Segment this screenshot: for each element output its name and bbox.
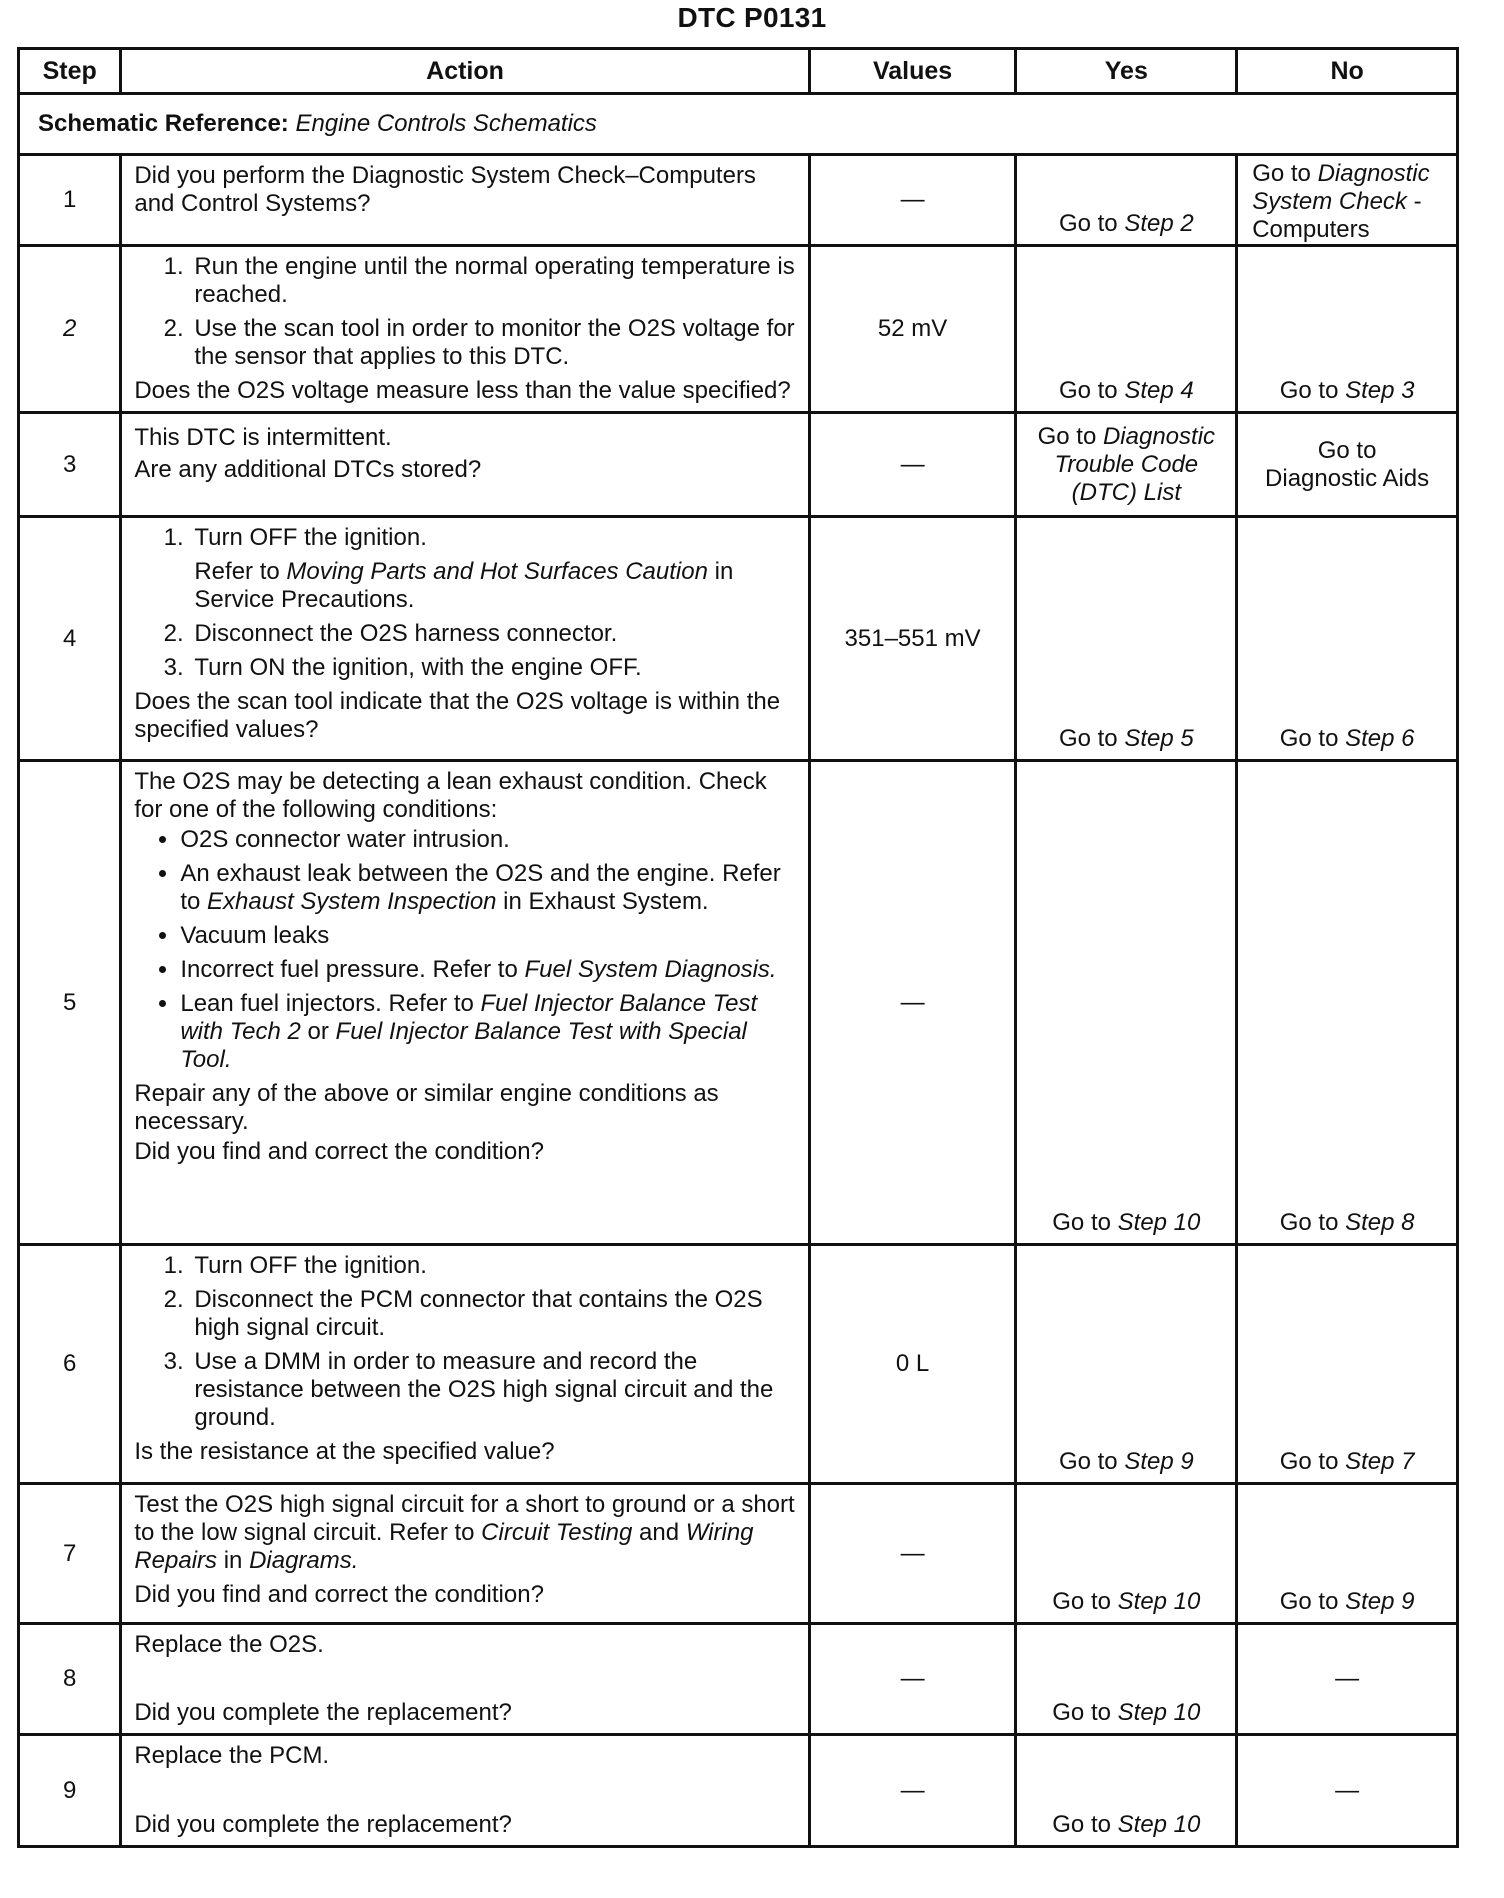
yes-goto[interactable]: Go to Step 4 (1058, 377, 1194, 404)
step-no: — (1237, 1624, 1458, 1735)
step-value: — (809, 413, 1016, 517)
step-yes (1016, 761, 1237, 1245)
no-goto[interactable]: Go to Diagnostic Aids (1265, 436, 1430, 492)
table-row (19, 1624, 1458, 1735)
action-text: Test the O2S high signal circuit for a short to ground or a short to the low signal circuit. Refer to Circuit Testing and Wiring Repairs in Diagrams. (134, 1491, 795, 1574)
step-number: 2 (19, 246, 121, 413)
step-number: 8 (19, 1624, 121, 1735)
action-question: Did you find and correct the condition? (134, 1138, 544, 1165)
table-row (19, 155, 1458, 246)
injector-test-special-link[interactable]: Fuel Injector Balance Test with Special Tool. (180, 1018, 747, 1073)
action-question: Did you complete the replacement? (134, 1811, 512, 1838)
caution-reference: Refer to Moving Parts and Hot Surfaces Caution in Service Precautions. (194, 558, 734, 613)
yes-goto[interactable]: Go to Step 2 (1058, 210, 1194, 237)
table-row (19, 1484, 1458, 1624)
step-number: 7 (19, 1484, 121, 1624)
schematic-link[interactable]: Engine Controls Schematics (295, 110, 597, 137)
schematic-row (19, 94, 1458, 155)
action-item: 3. Turn ON the ignition, with the engine OFF. (190, 654, 797, 682)
yes-goto[interactable]: Go to Step 10 (1052, 1588, 1201, 1615)
header-no: No (1237, 49, 1458, 94)
action-list (134, 253, 797, 371)
schematic-label: Schematic Reference: (38, 110, 289, 137)
step-yes (1016, 1624, 1237, 1735)
injector-test-tech2-link[interactable]: Fuel Injector Balance Test with Tech 2 (180, 990, 758, 1045)
action-question: Is the resistance at the specified value? (134, 1438, 555, 1465)
step-value: — (809, 1484, 1016, 1624)
action-item: 1. Run the engine until the normal operating temperature is reached. (190, 253, 797, 309)
condition-item: • O2S connector water intrusion. (180, 826, 797, 854)
table-row (19, 1245, 1458, 1484)
yes-goto[interactable]: Go to Step 5 (1058, 725, 1194, 752)
step-number: 3 (19, 413, 121, 517)
step-action (121, 761, 809, 1245)
action-repair: Repair any of the above or similar engine conditions as necessary. (134, 1080, 719, 1135)
no-goto[interactable]: Go to Step 9 (1279, 1588, 1415, 1615)
caution-link[interactable]: Moving Parts and Hot Surfaces Caution (286, 558, 708, 585)
yes-goto[interactable]: Go to Step 10 (1052, 1811, 1201, 1838)
step-yes (1016, 517, 1237, 761)
step-action (121, 155, 809, 246)
fuel-system-link[interactable]: Fuel System Diagnosis. (524, 956, 777, 983)
step-yes (1016, 1735, 1237, 1847)
step-number: 1 (19, 155, 121, 246)
step-value: — (809, 1735, 1016, 1847)
action-text: Replace the PCM. (134, 1742, 330, 1769)
step-action (121, 1484, 809, 1624)
header-action: Action (121, 49, 809, 94)
step-value: — (809, 761, 1016, 1245)
step-number: 6 (19, 1245, 121, 1484)
action-text: Did you perform the Diagnostic System Check–Computers and Control Systems? (134, 162, 756, 217)
action-intro: The O2S may be detecting a lean exhaust condition. Check for one of the following conditions: (134, 768, 767, 823)
yes-goto[interactable]: Go to Step 10 (1052, 1209, 1201, 1236)
yes-goto[interactable]: Go to Step 10 (1052, 1699, 1201, 1726)
action-item: 2. Disconnect the PCM connector that contains the O2S high signal circuit. (190, 1286, 797, 1342)
action-question: Did you complete the replacement? (134, 1699, 512, 1726)
condition-item: • Vacuum leaks (180, 922, 797, 950)
no-goto[interactable]: Go to Step 8 (1279, 1209, 1415, 1236)
condition-item: • Incorrect fuel pressure. Refer to Fuel System Diagnosis. (180, 956, 797, 984)
step-action (121, 1245, 809, 1484)
step-no (1237, 761, 1458, 1245)
condition-list (134, 826, 797, 1074)
step-no (1237, 413, 1458, 517)
page-title: DTC P0131 (677, 2, 827, 33)
step-no (1237, 517, 1458, 761)
table-row (19, 517, 1458, 761)
action-list (134, 1252, 797, 1432)
step-no (1237, 155, 1458, 246)
action-question: Does the scan tool indicate that the O2S voltage is within the specified values? (134, 688, 781, 743)
step-action (121, 413, 809, 517)
diagrams-link[interactable]: Diagrams. (249, 1547, 359, 1574)
action-item: 3. Use a DMM in order to measure and record the resistance between the O2S high signal circuit and the ground. (190, 1348, 797, 1432)
header-step: Step (19, 49, 121, 94)
action-item: 1. Turn OFF the ignition. Refer to Moving Parts and Hot Surfaces Caution in Service Precautions. (190, 524, 797, 614)
no-goto[interactable]: Go to Diagnostic System Check - Computers (1252, 160, 1430, 243)
step-value: — (809, 155, 1016, 246)
step-no (1237, 1245, 1458, 1484)
step-value: 52 mV (809, 246, 1016, 413)
step-action (121, 1735, 809, 1847)
action-item: 2. Disconnect the O2S harness connector. (190, 620, 797, 648)
schematic-reference (19, 94, 1458, 155)
table-row (19, 246, 1458, 413)
table-row (19, 1735, 1458, 1847)
wiring-repairs-link[interactable]: Wiring Repairs (134, 1519, 754, 1574)
action-item: 2. Use the scan tool in order to monitor the O2S voltage for the sensor that applies to this DTC. (190, 315, 797, 371)
action-question: Are any additional DTCs stored? (134, 456, 482, 483)
step-number: 4 (19, 517, 121, 761)
step-no: — (1237, 1735, 1458, 1847)
circuit-testing-link[interactable]: Circuit Testing (481, 1519, 633, 1546)
step-yes (1016, 246, 1237, 413)
step-action (121, 1624, 809, 1735)
action-question: Did you find and correct the condition? (134, 1581, 544, 1608)
step-yes (1016, 1484, 1237, 1624)
step-action (121, 246, 809, 413)
yes-goto[interactable]: Go to Diagnostic Trouble Code (DTC) List (1037, 422, 1216, 506)
table-row (19, 413, 1458, 517)
action-list (134, 524, 797, 682)
action-text: This DTC is intermittent. (134, 424, 392, 451)
step-value: 351–551 mV (809, 517, 1016, 761)
action-text: Replace the O2S. (134, 1631, 324, 1658)
yes-goto[interactable]: Go to Step 9 (1058, 1448, 1194, 1475)
header-row (19, 49, 1458, 94)
step-no (1237, 246, 1458, 413)
condition-item: • An exhaust leak between the O2S and the engine. Refer to Exhaust System Inspection in Exhaust System. (180, 860, 797, 916)
table-row (19, 761, 1458, 1245)
no-goto[interactable]: Go to Step 3 (1279, 377, 1415, 404)
step-yes (1016, 413, 1237, 517)
step-number: 5 (19, 761, 121, 1245)
step-number: 9 (19, 1735, 121, 1847)
step-no (1237, 1484, 1458, 1624)
no-goto[interactable]: Go to Step 7 (1279, 1448, 1415, 1475)
step-yes (1016, 1245, 1237, 1484)
header-values: Values (809, 49, 1016, 94)
step-value: — (809, 1624, 1016, 1735)
step-action (121, 517, 809, 761)
step-yes (1016, 155, 1237, 246)
header-yes: Yes (1016, 49, 1237, 94)
exhaust-inspection-link[interactable]: Exhaust System Inspection (207, 888, 497, 915)
action-item: 1. Turn OFF the ignition. (190, 1252, 797, 1280)
no-goto[interactable]: Go to Step 6 (1279, 725, 1415, 752)
step-value: 0 L (809, 1245, 1016, 1484)
action-question: Does the O2S voltage measure less than the value specified? (134, 377, 791, 404)
condition-item: • Lean fuel injectors. Refer to Fuel Injector Balance Test with Tech 2 or Fuel Injector Balance Test with Special Tool. (180, 990, 797, 1074)
diagnostic-table (17, 47, 1459, 1848)
